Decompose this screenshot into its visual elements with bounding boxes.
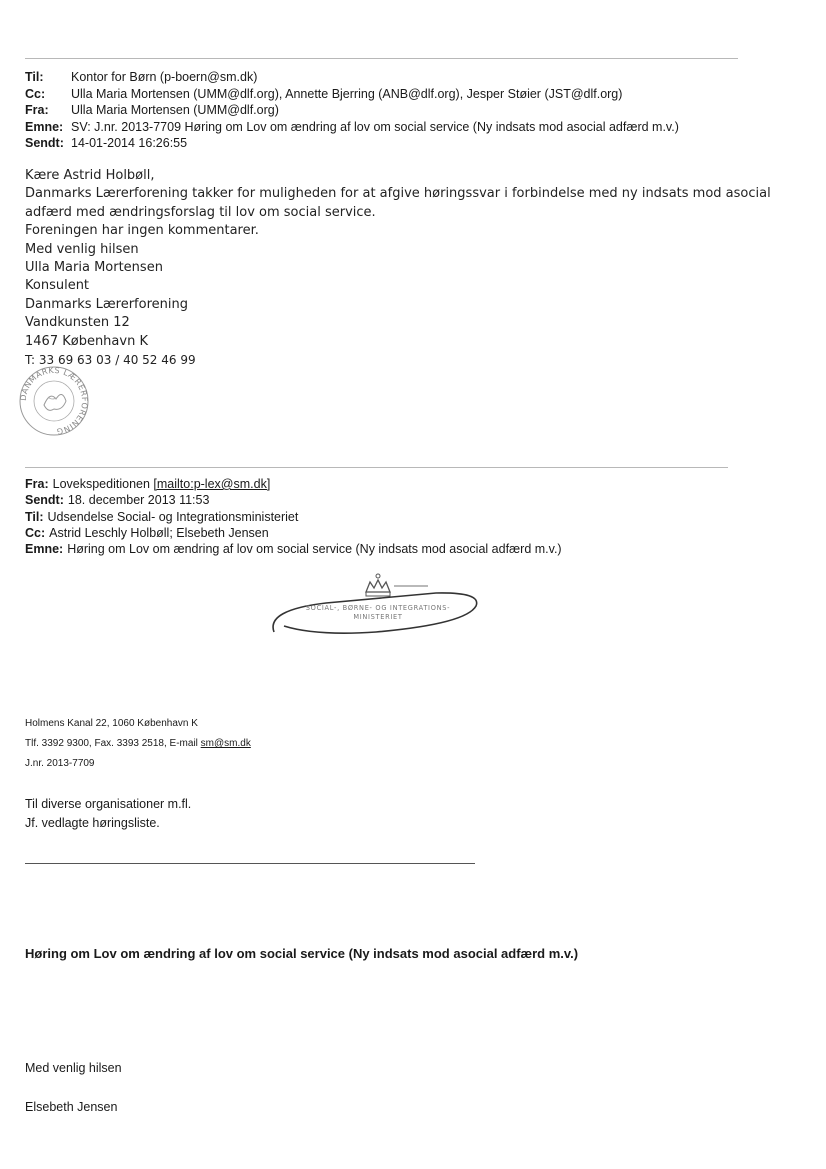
fwd-mailto-link[interactable]: [mailto:p-lex@sm.dk] bbox=[153, 477, 271, 491]
letter-recipients bbox=[25, 795, 191, 833]
fwd-cc-row bbox=[25, 525, 562, 541]
dlf-seal-logo bbox=[18, 365, 90, 437]
header-from-row bbox=[25, 102, 679, 119]
fwd-from-label: Fra: bbox=[25, 477, 49, 491]
fwd-sent-label: Sendt: bbox=[25, 493, 64, 508]
sent-value: 14-01-2014 16:26:55 bbox=[71, 136, 188, 150]
reply-body bbox=[25, 167, 771, 369]
body-line-1: Danmarks Lærerforening takker for muligheden for at afgive høringssvar i forbindelse med ny indsats mod asocial bbox=[25, 186, 771, 202]
fwd-sent-value: 18. december 2013 11:53 bbox=[67, 493, 210, 508]
ministry-address: Holmens Kanal 22, 1060 København K bbox=[25, 718, 198, 729]
from-value: Ulla Maria Mortensen (UMM@dlf.org) bbox=[71, 103, 279, 117]
fwd-subject-value: Høring om Lov om ændring af lov om social service (Ny indsats mod asocial adfærd m.v.) bbox=[67, 542, 562, 557]
sender-city: 1467 København K bbox=[25, 333, 148, 349]
sender-org: Danmarks Lærerforening bbox=[25, 296, 188, 312]
logo-line-2: MINISTERIET bbox=[353, 613, 403, 621]
ministry-ref: J.nr. 2013-7709 bbox=[25, 758, 95, 769]
subject-value: SV: J.nr. 2013-7709 Høring om Lov om ændring af lov om social service (Ny indsats mod asocial adfærd m.v.) bbox=[71, 119, 679, 134]
sender-phone: T: 33 69 63 03 / 40 52 46 99 bbox=[25, 353, 196, 368]
header-sent-row bbox=[25, 135, 679, 152]
letter-signature: Elsebeth Jensen bbox=[25, 1100, 118, 1114]
recipients-ref: Jf. vedlagte høringsliste. bbox=[25, 816, 160, 830]
cc-value: Ulla Maria Mortensen (UMM@dlf.org), Annette Bjerring (ANB@dlf.org), Jesper Støier (JST@dlf.org) bbox=[71, 86, 623, 101]
svg-text:DANMARKS LÆRERFORENING bbox=[19, 366, 89, 436]
ministry-email-link[interactable]: sm@sm.dk bbox=[200, 738, 251, 749]
ministry-address-block bbox=[25, 714, 251, 774]
fwd-from-value: Lovekspeditionen bbox=[52, 477, 150, 491]
fwd-subject-label: Emne: bbox=[25, 542, 64, 557]
fwd-from-row bbox=[25, 476, 562, 492]
fwd-cc-value: Astrid Leschly Holbøll; Elsebeth Jensen bbox=[49, 525, 269, 540]
body-line-2: adfærd med ændringsforslag til lov om social service. bbox=[25, 204, 376, 220]
header-to-row bbox=[25, 69, 679, 86]
ministry-contact: Tlf. 3392 9300, Fax. 3393 2518, E-mail bbox=[25, 738, 198, 749]
header-cc-row bbox=[25, 86, 679, 103]
forwarded-header bbox=[25, 476, 562, 557]
forward-divider bbox=[25, 467, 728, 468]
seal-text: DANMARKS LÆRERFORENING bbox=[18, 365, 90, 437]
email-header bbox=[25, 69, 679, 152]
sender-name: Ulla Maria Mortensen bbox=[25, 260, 163, 276]
greeting: Kære Astrid Holbøll, bbox=[25, 168, 155, 183]
logo-line-1: SOCIAL-, BØRNE- OG INTEGRATIONS- bbox=[305, 604, 451, 612]
subject-label: Emne: bbox=[25, 119, 64, 134]
cc-label: Cc: bbox=[25, 86, 46, 101]
to-value: Kontor for Børn (p-boern@sm.dk) bbox=[71, 70, 258, 84]
fwd-to-row bbox=[25, 509, 562, 525]
ministry-contact-line bbox=[25, 734, 251, 754]
fwd-cc-label: Cc: bbox=[25, 525, 46, 540]
to-label: Til: bbox=[25, 70, 44, 84]
sender-role: Konsulent bbox=[25, 278, 90, 294]
fwd-to-value: Udsendelse Social- og Integrationsministeriet bbox=[47, 509, 299, 524]
ministry-logo bbox=[266, 570, 486, 638]
letter-closing: Med venlig hilsen bbox=[25, 1061, 122, 1075]
sent-label: Sendt: bbox=[25, 136, 64, 150]
crown-icon bbox=[366, 574, 390, 596]
closing: Med venlig hilsen bbox=[25, 241, 139, 257]
header-subject-row bbox=[25, 119, 679, 136]
letter-divider bbox=[25, 863, 475, 864]
recipients-line: Til diverse organisationer m.fl. bbox=[25, 797, 192, 811]
from-label: Fra: bbox=[25, 103, 49, 117]
sender-street: Vandkunsten 12 bbox=[25, 315, 130, 331]
letter-title: Høring om Lov om ændring af lov om social service (Ny indsats mod asocial adfærd m.v.) bbox=[25, 946, 579, 961]
body-line-3: Foreningen har ingen kommentarer. bbox=[25, 223, 259, 239]
fwd-subject-row bbox=[25, 541, 562, 557]
fwd-sent-row bbox=[25, 492, 562, 508]
fwd-to-label: Til: bbox=[25, 509, 44, 524]
top-divider bbox=[25, 58, 738, 59]
